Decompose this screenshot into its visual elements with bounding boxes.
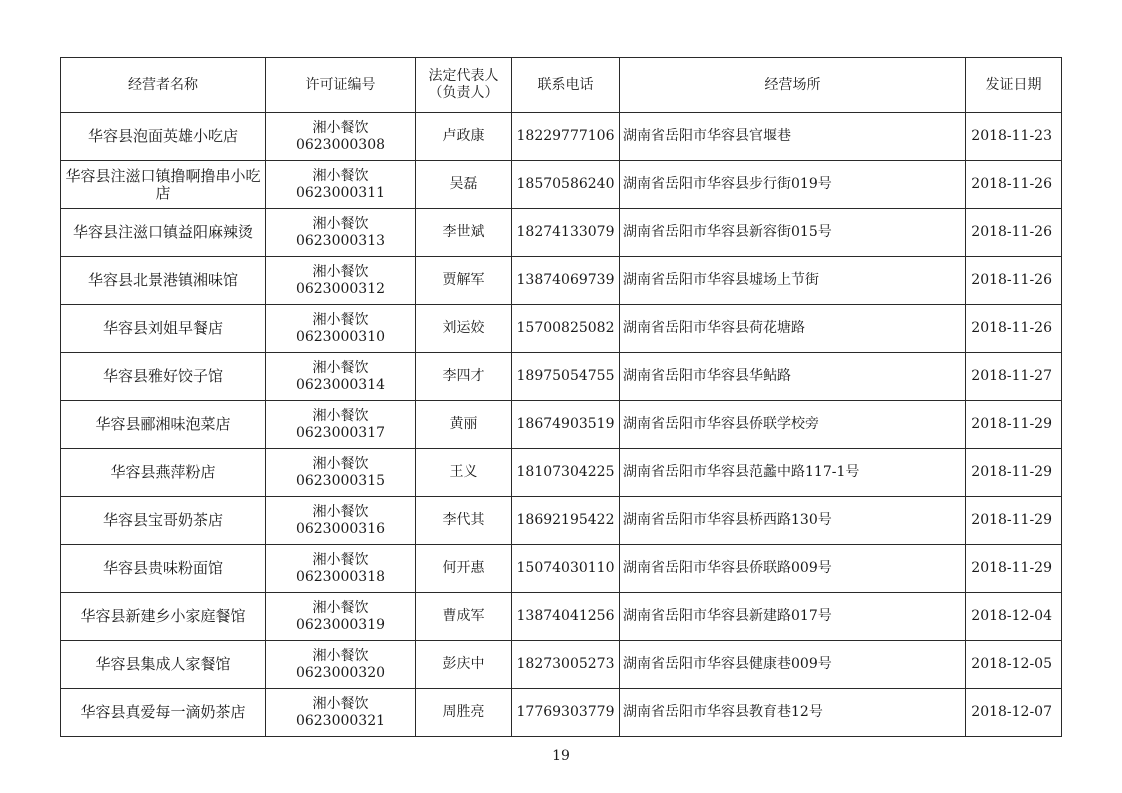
issue-date-cell: 2018-11-29: [966, 401, 1062, 449]
address-cell: 湖南省岳阳市华容县新建路017号: [620, 593, 966, 641]
phone-cell: 18692195422: [512, 497, 620, 545]
phone-cell: 18273005273: [512, 641, 620, 689]
address-cell: 湖南省岳阳市华容县步行街019号: [620, 161, 966, 209]
phone-cell: 18274133079: [512, 209, 620, 257]
phone-cell: 13874069739: [512, 257, 620, 305]
table-row: [61, 209, 1062, 257]
table-row: [61, 593, 1062, 641]
legal-representative-cell: 彭庆中: [416, 641, 512, 689]
table-header-row: [61, 58, 1062, 113]
issue-date-cell: 2018-12-05: [966, 641, 1062, 689]
address-cell: 湖南省岳阳市华容县健康巷009号: [620, 641, 966, 689]
legal-representative-cell: 刘运姣: [416, 305, 512, 353]
table-row: [61, 113, 1062, 161]
legal-representative-cell: 李四才: [416, 353, 512, 401]
phone-cell: 15074030110: [512, 545, 620, 593]
license-number-cell: 湘小餐饮0623000321: [266, 689, 416, 737]
phone-cell: 18229777106: [512, 113, 620, 161]
legal-representative-cell: 卢政康: [416, 113, 512, 161]
header-address: 经营场所: [620, 58, 966, 113]
table-row: [61, 353, 1062, 401]
table-row: [61, 401, 1062, 449]
legal-representative-cell: 黄丽: [416, 401, 512, 449]
table-row: [61, 161, 1062, 209]
address-cell: 湖南省岳阳市华容县新容街015号: [620, 209, 966, 257]
address-cell: 湖南省岳阳市华容县侨联学校旁: [620, 401, 966, 449]
table-row: [61, 449, 1062, 497]
legal-representative-cell: 何开惠: [416, 545, 512, 593]
phone-cell: 18975054755: [512, 353, 620, 401]
legal-representative-cell: 李世斌: [416, 209, 512, 257]
header-license-number: 许可证编号: [266, 58, 416, 113]
legal-representative-cell: 周胜亮: [416, 689, 512, 737]
address-cell: 湖南省岳阳市华容县荷花塘路: [620, 305, 966, 353]
table-row: [61, 641, 1062, 689]
header-operator-name: 经营者名称: [61, 58, 266, 113]
operator-name-cell: 华容县真爱每一滴奶茶店: [61, 689, 266, 737]
table-row: [61, 497, 1062, 545]
license-table: [60, 57, 1062, 737]
table-row: [61, 545, 1062, 593]
address-cell: 湖南省岳阳市华容县桥西路130号: [620, 497, 966, 545]
header-legal-representative: [416, 58, 512, 113]
address-cell: 湖南省岳阳市华容县墟场上节街: [620, 257, 966, 305]
table-row: [61, 305, 1062, 353]
address-cell: 湖南省岳阳市华容县侨联路009号: [620, 545, 966, 593]
license-number-cell: 湘小餐饮0623000315: [266, 449, 416, 497]
operator-name-cell: 华容县泡面英雄小吃店: [61, 113, 266, 161]
issue-date-cell: 2018-11-26: [966, 161, 1062, 209]
legal-representative-cell: 曹成军: [416, 593, 512, 641]
header-issue-date: 发证日期: [966, 58, 1062, 113]
license-number-cell: 湘小餐饮0623000308: [266, 113, 416, 161]
issue-date-cell: 2018-11-23: [966, 113, 1062, 161]
phone-cell: 13874041256: [512, 593, 620, 641]
address-cell: 湖南省岳阳市华容县华鲇路: [620, 353, 966, 401]
license-number-cell: 湘小餐饮0623000318: [266, 545, 416, 593]
issue-date-cell: 2018-12-04: [966, 593, 1062, 641]
license-number-cell: 湘小餐饮0623000313: [266, 209, 416, 257]
issue-date-cell: 2018-11-29: [966, 545, 1062, 593]
license-number-cell: 湘小餐饮0623000311: [266, 161, 416, 209]
license-number-cell: 湘小餐饮0623000320: [266, 641, 416, 689]
license-number-cell: 湘小餐饮0623000319: [266, 593, 416, 641]
issue-date-cell: 2018-11-29: [966, 449, 1062, 497]
operator-name-cell: 华容县燕萍粉店: [61, 449, 266, 497]
operator-name-cell: 华容县北景港镇湘味馆: [61, 257, 266, 305]
legal-representative-cell: 贾解军: [416, 257, 512, 305]
phone-cell: 18570586240: [512, 161, 620, 209]
operator-name-cell: 华容县集成人家餐馆: [61, 641, 266, 689]
license-number-cell: 湘小餐饮0623000310: [266, 305, 416, 353]
table-row: [61, 257, 1062, 305]
legal-representative-cell: 王义: [416, 449, 512, 497]
license-number-cell: 湘小餐饮0623000314: [266, 353, 416, 401]
table-row: [61, 689, 1062, 737]
operator-name-cell: 华容县郦湘味泡菜店: [61, 401, 266, 449]
operator-name-cell: 华容县新建乡小家庭餐馆: [61, 593, 266, 641]
address-cell: 湖南省岳阳市华容县范蠡中路117-1号: [620, 449, 966, 497]
operator-name-cell: 华容县注滋口镇益阳麻辣烫: [61, 209, 266, 257]
operator-name-cell: 华容县贵味粉面馆: [61, 545, 266, 593]
phone-cell: 17769303779: [512, 689, 620, 737]
phone-cell: 15700825082: [512, 305, 620, 353]
issue-date-cell: 2018-11-26: [966, 257, 1062, 305]
legal-representative-cell: 吴磊: [416, 161, 512, 209]
operator-name-cell: 华容县宝哥奶茶店: [61, 497, 266, 545]
header-rep-line2: （负责人）: [428, 85, 499, 101]
issue-date-cell: 2018-11-29: [966, 497, 1062, 545]
issue-date-cell: 2018-12-07: [966, 689, 1062, 737]
license-number-cell: 湘小餐饮0623000312: [266, 257, 416, 305]
operator-name-cell: 华容县注滋口镇撸啊撸串小吃店: [61, 161, 266, 209]
header-phone: 联系电话: [512, 58, 620, 113]
issue-date-cell: 2018-11-27: [966, 353, 1062, 401]
license-number-cell: 湘小餐饮0623000317: [266, 401, 416, 449]
issue-date-cell: 2018-11-26: [966, 305, 1062, 353]
phone-cell: 18107304225: [512, 449, 620, 497]
issue-date-cell: 2018-11-26: [966, 209, 1062, 257]
operator-name-cell: 华容县雅好饺子馆: [61, 353, 266, 401]
legal-representative-cell: 李代其: [416, 497, 512, 545]
license-number-cell: 湘小餐饮0623000316: [266, 497, 416, 545]
address-cell: 湖南省岳阳市华容县教育巷12号: [620, 689, 966, 737]
phone-cell: 18674903519: [512, 401, 620, 449]
header-rep-line1: 法定代表人: [428, 68, 499, 84]
table-body: [61, 113, 1062, 737]
address-cell: 湖南省岳阳市华容县官堰巷: [620, 113, 966, 161]
operator-name-cell: 华容县刘姐早餐店: [61, 305, 266, 353]
page-number: 19: [552, 748, 570, 764]
